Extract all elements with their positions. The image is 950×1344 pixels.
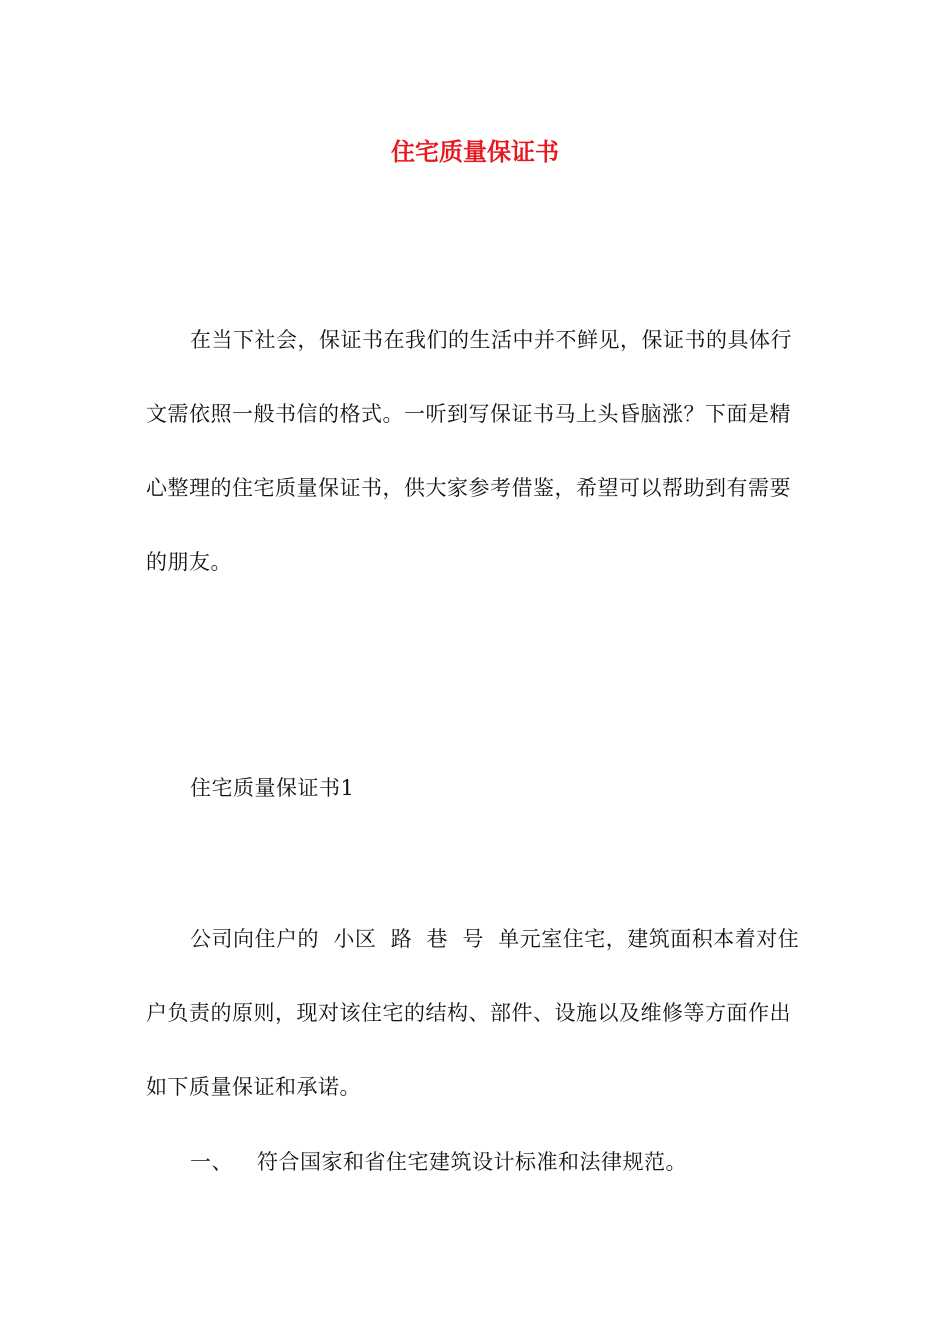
intro-paragraph: 在当下社会，保证书在我们的生活中并不鲜见，保证书的具体行文需依照一般书信的格式。一听到写保证书马上头昏脑涨？下面是精心整理的住宅质量保证书，供大家参考借鉴，希望可以帮助到有需要的朋友。: [146, 328, 792, 574]
section-heading: 住宅质量保证书1: [190, 776, 355, 800]
list-item: [146, 1125, 806, 1199]
list-item-text: 符合国家和省住宅建筑设计标准和法律规范。: [257, 1150, 687, 1174]
list-item-number: 一、: [190, 1150, 233, 1174]
body-paragraph: 公司向住户的 小区 路 巷 号 单元室住宅，建筑面积本着对住户负责的原则，现对该住宅的结构、部件、设施以及维修等方面作出如下质量保证和承诺。: [146, 927, 800, 1099]
document-title: 住宅质量保证书: [391, 137, 559, 166]
